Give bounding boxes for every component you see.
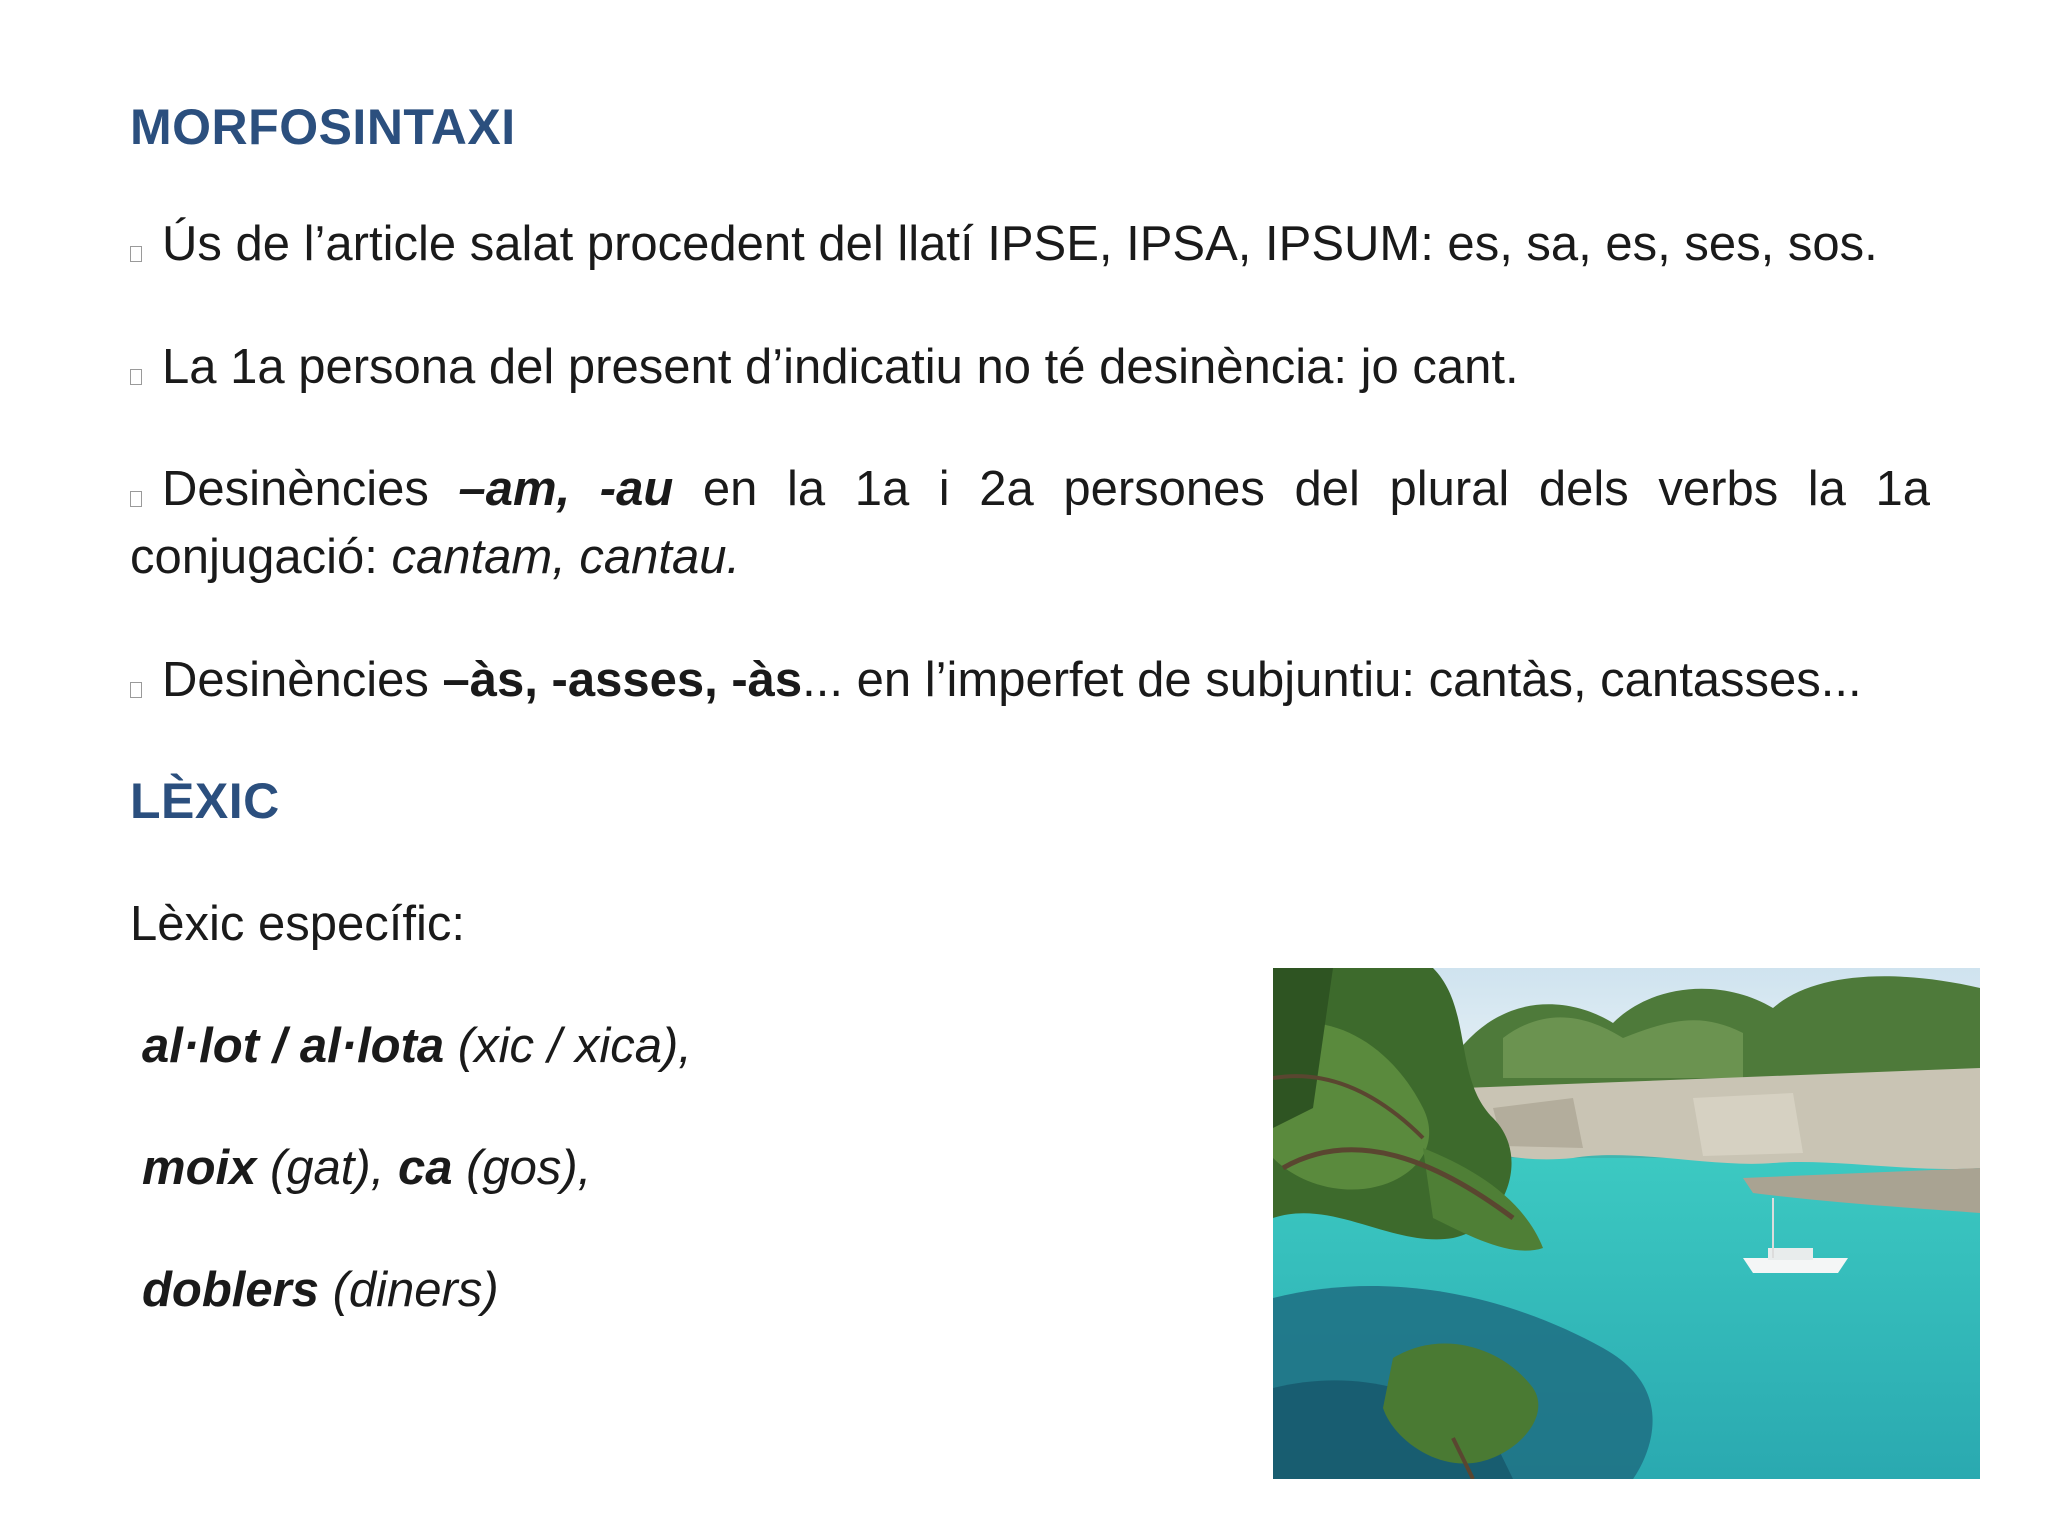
item-text: La 1a persona del present d’indicatiu no té desinència: jo cant. [162,340,1519,394]
square-bullet-icon [130,246,142,262]
cove-photo [1273,968,1980,1479]
lexic-gloss: (gos), [452,1141,592,1195]
lexic-intro: Lèxic específic: [130,897,465,951]
lexic-entry-1 [142,1012,692,1080]
item-text-post: ... en l’imperfet de subjuntiu: cantàs, cantasses... [802,653,1862,707]
item-text-pre: Desinències [162,462,459,516]
lexic-gloss: (xic / xica), [444,1019,692,1073]
morfosintaxi-heading: MORFOSINTAXI [130,99,516,155]
lexic-entry-3 [142,1256,499,1324]
morfosintaxi-item-4 [130,646,1862,714]
lexic-term: al·lot / al·lota [142,1019,445,1073]
lexic-term: doblers [142,1263,319,1317]
item-text-endings: –às, -asses, -às [442,653,803,707]
lexic-term: moix [142,1141,257,1195]
lexic-entry-2 [142,1134,591,1202]
square-bullet-icon [130,682,142,698]
lexic-term: ca [397,1141,453,1195]
item-text-pre: Desinències [162,653,443,707]
item-text-examples: cantam, cantau. [391,530,741,584]
lexic-gloss: (gat), [256,1141,398,1195]
lexic-heading: LÈXIC [130,773,280,829]
morfosintaxi-item-3 [130,455,1930,591]
square-bullet-icon [130,491,142,507]
morfosintaxi-item-1 [130,210,1878,278]
item-text-endings: –am, -au [458,462,674,516]
lexic-gloss: (diners) [318,1263,499,1317]
item-text-post: en la 1a i 2a persones del plural dels verbs la 1a conjugació: [130,462,1931,584]
item-text: Ús de l’article salat procedent del llatí IPSE, IPSA, IPSUM: es, sa, es, ses, sos. [162,217,1878,271]
morfosintaxi-item-2 [130,333,1519,401]
square-bullet-icon [130,369,142,385]
